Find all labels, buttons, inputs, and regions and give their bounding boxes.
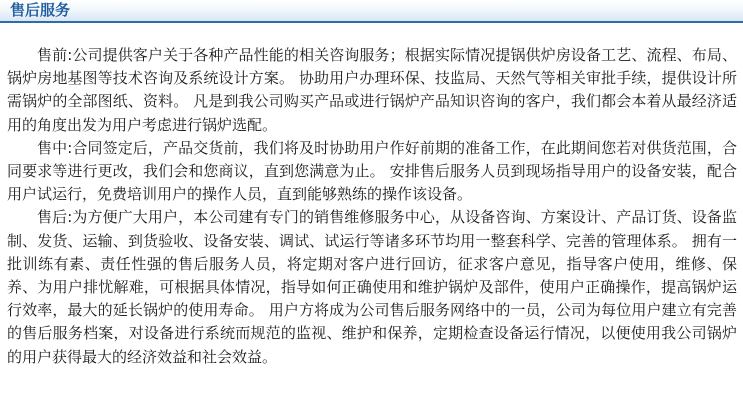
service-description	[7, 44, 737, 369]
section-title: 售后服务	[10, 1, 71, 19]
in-sale-paragraph: 售中:合同签定后，产品交货前，我们将及时协助用户作好前期的准备工作，在此期间您若对供货范围，合同要求等进行更改，我们会和您商议，直到您满意为止。 安排售后服务人员到现场指导用户的设备安装，配合用户试运行，免费培训用户的操作人员，直到能够熟练的操作该设备。	[7, 138, 737, 204]
pre-sale-paragraph: 售前:公司提供客户关于各种产品性能的相关咨询服务；根据实际情况提锅供炉房设备工艺、流程、布局、锅炉房地基图等技术咨询及系统设计方案。 协助用户办理环保、技监局、天然气等相关审批手续，提供设计所需锅炉的全部图纸、资料。 凡是到我公司购买产品或进行锅炉产品知识咨询的客户，我们都会本着从最经济适用的角度出发为用户考虑进行锅炉选配。	[7, 46, 737, 134]
after-sale-paragraph: 售后:为方便广大用户，本公司建有专门的销售维修服务中心，从设备咨询、方案设计、产品订货、设备监制、发货、运输、到货验收、设备安装、调试、试运行等诸多环节均用一整套科学、完善的管理体系。 拥有一批训练有素、责任性强的售后服务人员，将定期对客户进行回访，征求客户意见，指导客户使用，维修、保养、为用户排忧解难，可根据具体情况，指导如何正确使用和维护锅炉及部件，使用户正确操作，提高锅炉运行效率，最大的延长锅炉的使用寿命。 用户方将成为公司售后服务网络中的一员，公司为每位用户建立有完善的售后服务档案，对设备进行系统而规范的监视、维护和保养，定期检查设备运行情况，以便使用我公司锅炉的用户获得最大的经济效益和社会效益。	[7, 208, 737, 366]
section-header	[0, 0, 743, 23]
